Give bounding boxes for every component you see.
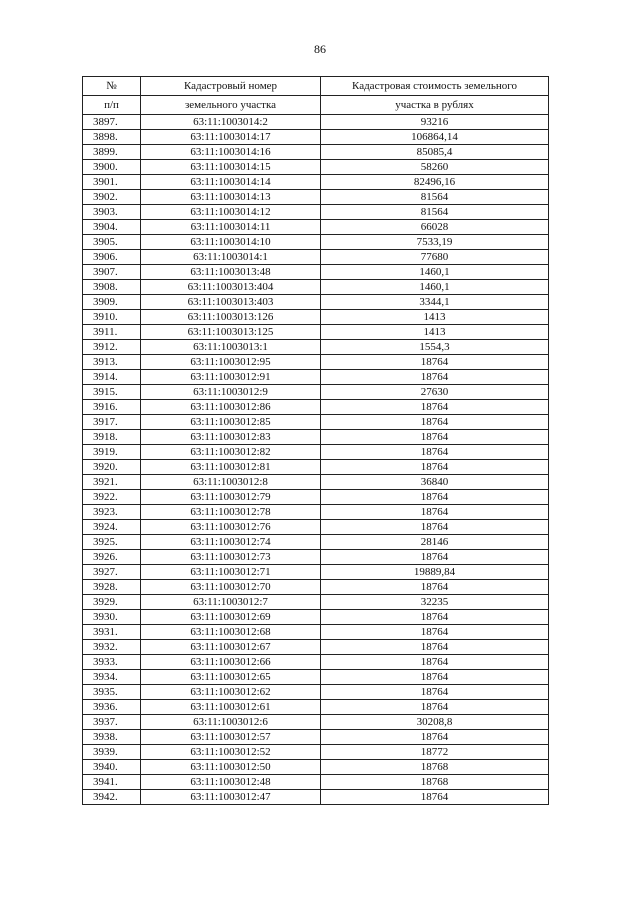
cadastral-number: 63:11:1003014:14 (141, 175, 321, 190)
row-number: 3913. (83, 355, 141, 370)
table-row (83, 340, 549, 355)
cadastral-number: 63:11:1003013:126 (141, 310, 321, 325)
table-row (83, 535, 549, 550)
table-row (83, 175, 549, 190)
cadastral-value: 18764 (321, 445, 549, 460)
row-number: 3903. (83, 205, 141, 220)
cadastral-number: 63:11:1003012:48 (141, 775, 321, 790)
cadastral-number: 63:11:1003014:2 (141, 115, 321, 130)
cadastral-number: 63:11:1003012:69 (141, 610, 321, 625)
cadastral-value: 18764 (321, 670, 549, 685)
table-row (83, 700, 549, 715)
table-row (83, 220, 549, 235)
header-cadastral-number-line1: Кадастровый номер (141, 77, 321, 96)
cadastral-value: 18764 (321, 625, 549, 640)
table-row (83, 475, 549, 490)
table-row (83, 160, 549, 175)
row-number: 3899. (83, 145, 141, 160)
row-number: 3911. (83, 325, 141, 340)
cadastral-number: 63:11:1003012:73 (141, 550, 321, 565)
cadastral-value: 18764 (321, 520, 549, 535)
cadastral-number: 63:11:1003012:7 (141, 595, 321, 610)
cadastral-value: 1413 (321, 325, 549, 340)
row-number: 3897. (83, 115, 141, 130)
cadastral-number: 63:11:1003012:66 (141, 655, 321, 670)
row-number: 3924. (83, 520, 141, 535)
table-row (83, 610, 549, 625)
row-number: 3938. (83, 730, 141, 745)
cadastral-value: 18764 (321, 790, 549, 805)
table-row (83, 445, 549, 460)
cadastral-number: 63:11:1003012:61 (141, 700, 321, 715)
row-number: 3925. (83, 535, 141, 550)
table-row (83, 640, 549, 655)
cadastral-value: 18764 (321, 430, 549, 445)
row-number: 3914. (83, 370, 141, 385)
cadastral-value: 18764 (321, 700, 549, 715)
table-row (83, 385, 549, 400)
cadastral-value: 18764 (321, 580, 549, 595)
cadastral-value: 1554,3 (321, 340, 549, 355)
cadastral-value: 18768 (321, 760, 549, 775)
cadastral-value: 81564 (321, 205, 549, 220)
cadastral-number: 63:11:1003012:47 (141, 790, 321, 805)
row-number: 3921. (83, 475, 141, 490)
header-row-2 (83, 96, 549, 115)
row-number: 3931. (83, 625, 141, 640)
cadastral-number: 63:11:1003012:95 (141, 355, 321, 370)
cadastral-number: 63:11:1003012:83 (141, 430, 321, 445)
cadastral-value: 106864,14 (321, 130, 549, 145)
cadastral-value: 18768 (321, 775, 549, 790)
cadastral-value: 19889,84 (321, 565, 549, 580)
cadastral-number: 63:11:1003012:6 (141, 715, 321, 730)
cadastral-value: 66028 (321, 220, 549, 235)
table-row (83, 130, 549, 145)
table-row (83, 400, 549, 415)
cadastral-number: 63:11:1003012:50 (141, 760, 321, 775)
row-number: 3916. (83, 400, 141, 415)
table-row (83, 235, 549, 250)
row-number: 3900. (83, 160, 141, 175)
row-number: 3942. (83, 790, 141, 805)
cadastral-number: 63:11:1003013:125 (141, 325, 321, 340)
cadastral-value: 82496,16 (321, 175, 549, 190)
row-number: 3902. (83, 190, 141, 205)
cadastral-value: 1460,1 (321, 265, 549, 280)
table-row (83, 310, 549, 325)
row-number: 3928. (83, 580, 141, 595)
row-number: 3935. (83, 685, 141, 700)
cadastral-value: 7533,19 (321, 235, 549, 250)
table-row (83, 565, 549, 580)
cadastral-value: 27630 (321, 385, 549, 400)
cadastral-number: 63:11:1003012:76 (141, 520, 321, 535)
row-number: 3898. (83, 130, 141, 145)
cadastral-value: 85085,4 (321, 145, 549, 160)
cadastral-number: 63:11:1003012:68 (141, 625, 321, 640)
table-row (83, 550, 549, 565)
row-number: 3920. (83, 460, 141, 475)
cadastral-number: 63:11:1003014:12 (141, 205, 321, 220)
cadastral-number: 63:11:1003012:8 (141, 475, 321, 490)
cadastral-value: 18764 (321, 490, 549, 505)
row-number: 3910. (83, 310, 141, 325)
row-number: 3936. (83, 700, 141, 715)
cadastral-number: 63:11:1003012:57 (141, 730, 321, 745)
table-row (83, 625, 549, 640)
table-row (83, 370, 549, 385)
cadastral-value: 18764 (321, 370, 549, 385)
cadastral-number: 63:11:1003012:82 (141, 445, 321, 460)
cadastral-value: 18764 (321, 655, 549, 670)
cadastral-value: 30208,8 (321, 715, 549, 730)
cadastral-number: 63:11:1003012:74 (141, 535, 321, 550)
row-number: 3918. (83, 430, 141, 445)
table-row (83, 580, 549, 595)
table-row (83, 115, 549, 130)
row-number: 3939. (83, 745, 141, 760)
cadastral-value: 18764 (321, 460, 549, 475)
cadastral-number: 63:11:1003014:15 (141, 160, 321, 175)
cadastral-number: 63:11:1003012:78 (141, 505, 321, 520)
cadastral-value: 18764 (321, 730, 549, 745)
table-body (83, 115, 549, 805)
cadastral-number: 63:11:1003013:404 (141, 280, 321, 295)
cadastral-number: 63:11:1003013:48 (141, 265, 321, 280)
cadastral-table (82, 76, 549, 805)
cadastral-value: 1413 (321, 310, 549, 325)
cadastral-number: 63:11:1003012:85 (141, 415, 321, 430)
cadastral-number: 63:11:1003014:1 (141, 250, 321, 265)
row-number: 3904. (83, 220, 141, 235)
cadastral-value: 18764 (321, 400, 549, 415)
page-number: 86 (314, 42, 326, 56)
cadastral-number: 63:11:1003012:81 (141, 460, 321, 475)
table-row (83, 265, 549, 280)
cadastral-number: 63:11:1003013:1 (141, 340, 321, 355)
table-row (83, 355, 549, 370)
header-number-line1: № (83, 77, 141, 96)
table-row (83, 715, 549, 730)
row-number: 3933. (83, 655, 141, 670)
table-row (83, 760, 549, 775)
table-row (83, 250, 549, 265)
cadastral-number: 63:11:1003012:86 (141, 400, 321, 415)
cadastral-number: 63:11:1003012:70 (141, 580, 321, 595)
cadastral-number: 63:11:1003012:79 (141, 490, 321, 505)
row-number: 3908. (83, 280, 141, 295)
cadastral-number: 63:11:1003014:11 (141, 220, 321, 235)
table-row (83, 415, 549, 430)
row-number: 3929. (83, 595, 141, 610)
row-number: 3937. (83, 715, 141, 730)
table-row (83, 745, 549, 760)
table-row (83, 670, 549, 685)
cadastral-number: 63:11:1003014:13 (141, 190, 321, 205)
row-number: 3901. (83, 175, 141, 190)
row-number: 3932. (83, 640, 141, 655)
row-number: 3923. (83, 505, 141, 520)
row-number: 3941. (83, 775, 141, 790)
row-number: 3917. (83, 415, 141, 430)
table-row (83, 430, 549, 445)
cadastral-value: 18764 (321, 610, 549, 625)
row-number: 3909. (83, 295, 141, 310)
table-row (83, 730, 549, 745)
cadastral-value: 28146 (321, 535, 549, 550)
row-number: 3926. (83, 550, 141, 565)
header-cadastral-value-line1: Кадастровая стоимость земельного (321, 77, 549, 96)
cadastral-value: 32235 (321, 595, 549, 610)
cadastral-value: 18764 (321, 505, 549, 520)
cadastral-number: 63:11:1003012:9 (141, 385, 321, 400)
cadastral-number: 63:11:1003014:17 (141, 130, 321, 145)
header-number-line2: п/п (83, 96, 141, 115)
row-number: 3930. (83, 610, 141, 625)
header-cadastral-value-line2: участка в рублях (321, 96, 549, 115)
row-number: 3934. (83, 670, 141, 685)
row-number: 3906. (83, 250, 141, 265)
cadastral-number: 63:11:1003012:91 (141, 370, 321, 385)
table-row (83, 775, 549, 790)
row-number: 3912. (83, 340, 141, 355)
cadastral-value: 77680 (321, 250, 549, 265)
table-row (83, 325, 549, 340)
cadastral-value: 93216 (321, 115, 549, 130)
cadastral-number: 63:11:1003012:71 (141, 565, 321, 580)
table-row (83, 145, 549, 160)
table-row (83, 790, 549, 805)
table-row (83, 505, 549, 520)
row-number: 3927. (83, 565, 141, 580)
row-number: 3905. (83, 235, 141, 250)
cadastral-value: 18764 (321, 550, 549, 565)
cadastral-number: 63:11:1003012:62 (141, 685, 321, 700)
row-number: 3919. (83, 445, 141, 460)
cadastral-value: 18764 (321, 685, 549, 700)
table-row (83, 520, 549, 535)
cadastral-number: 63:11:1003012:67 (141, 640, 321, 655)
cadastral-value: 18764 (321, 355, 549, 370)
table-row (83, 205, 549, 220)
row-number: 3915. (83, 385, 141, 400)
table-row (83, 280, 549, 295)
table-row (83, 595, 549, 610)
table-header (83, 77, 549, 115)
row-number: 3940. (83, 760, 141, 775)
cadastral-number: 63:11:1003012:52 (141, 745, 321, 760)
cadastral-value: 58260 (321, 160, 549, 175)
cadastral-number: 63:11:1003013:403 (141, 295, 321, 310)
row-number: 3922. (83, 490, 141, 505)
table-row (83, 490, 549, 505)
cadastral-value: 1460,1 (321, 280, 549, 295)
table-row (83, 295, 549, 310)
table-row (83, 190, 549, 205)
cadastral-number: 63:11:1003012:65 (141, 670, 321, 685)
cadastral-number: 63:11:1003014:16 (141, 145, 321, 160)
cadastral-value: 81564 (321, 190, 549, 205)
table-row (83, 460, 549, 475)
table-row (83, 685, 549, 700)
header-cadastral-number-line2: земельного участка (141, 96, 321, 115)
table-row (83, 655, 549, 670)
cadastral-value: 18764 (321, 415, 549, 430)
row-number: 3907. (83, 265, 141, 280)
cadastral-number: 63:11:1003014:10 (141, 235, 321, 250)
cadastral-value: 3344,1 (321, 295, 549, 310)
cadastral-value: 18772 (321, 745, 549, 760)
header-row-1 (83, 77, 549, 96)
cadastral-value: 36840 (321, 475, 549, 490)
cadastral-value: 18764 (321, 640, 549, 655)
